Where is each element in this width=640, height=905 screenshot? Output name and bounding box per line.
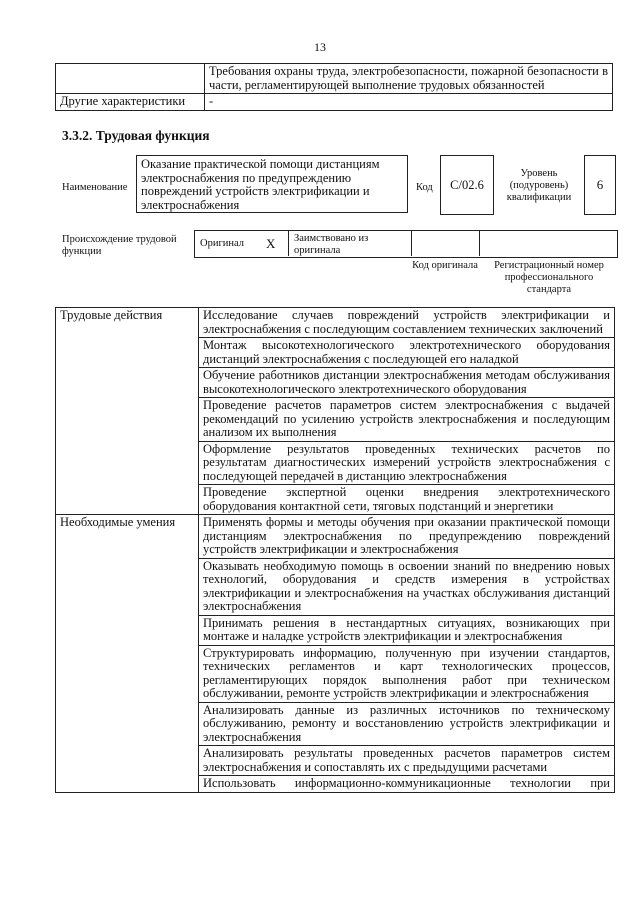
name-label: Наименование bbox=[62, 182, 128, 193]
section-title: 3.3.2. Трудовая функция bbox=[62, 128, 210, 143]
list-item: Проведение расчетов параметров систем электроснабжения с выдачей рекомендаций по усилению устройств электроснабжения и последующим анализом их выполнения bbox=[199, 398, 615, 442]
list-item: Оказывать необходимую помощь в освоении знаний по внедрению новых технологий, оборудования и средств измерения в устройствах электрификации и электроснабжения на участках обслуживания дистанций электроснабжения bbox=[199, 558, 615, 615]
table-row bbox=[56, 515, 615, 559]
list-item: Принимать решения в нестандартных ситуациях, возникающих при монтаже и наладке устройств электрификации и электроснабжения bbox=[199, 615, 615, 645]
table-row bbox=[56, 64, 613, 94]
borrowed-label: Заимствовано из оригинала bbox=[294, 233, 369, 256]
list-item: Использовать информационно-коммуникационные технологии при bbox=[199, 776, 615, 793]
list-item: Монтаж высокотехнологического электротехнического оборудования дистанций электроснабжения с последующей его наладкой bbox=[199, 338, 615, 368]
level-label: Уровень (подуровень) квалификации bbox=[506, 168, 572, 203]
top-table bbox=[55, 63, 613, 111]
list-item: Структурировать информацию, полученную при изучении стандартов, технических регламентов и карт технологических процессов, регламентирующих порядок выполнения работ при техническом обслуживании, ремонте устройств электрификации и электроснабжения bbox=[199, 645, 615, 702]
table-row bbox=[56, 308, 615, 338]
list-item: Анализировать результаты проведенных расчетов параметров систем электроснабжения и сопоставлять их с предыдущими расчетами bbox=[199, 746, 615, 776]
original-mark: X bbox=[266, 236, 276, 251]
function-name: Оказание практической помощи дистанциям электроснабжения по предупреждению повреждений устройств электрификации и электроснабжения bbox=[136, 155, 408, 213]
origin-box bbox=[194, 230, 618, 258]
main-table bbox=[55, 307, 615, 793]
code-label: Код bbox=[416, 182, 433, 193]
list-item: Применять формы и методы обучения при оказании практической помощи дистанциям электроснабжения по предупреждению повреждений устройств электрификации и электроснабжения bbox=[199, 515, 615, 559]
list-item: Обучение работников дистанции электроснабжения методам обслуживания высокотехнологического электротехнического оборудования bbox=[199, 368, 615, 398]
row-label bbox=[56, 64, 205, 94]
code-caption: Код оригинала bbox=[412, 260, 478, 271]
code-value: C/02.6 bbox=[440, 155, 494, 215]
section-label: Необходимые умения bbox=[56, 515, 199, 793]
level-value: 6 bbox=[584, 155, 616, 215]
list-item: Проведение экспертной оценки внедрения электротехнического оборудования контактной сети, тяговых подстанций и энергетики bbox=[199, 485, 615, 515]
table-row bbox=[56, 94, 613, 111]
list-item: Исследование случаев повреждений устройств электрификации и электроснабжения с последующим составлением технических заключений bbox=[199, 308, 615, 338]
row-label: Другие характеристики bbox=[56, 94, 205, 111]
origin-label: Происхождение трудовой функции bbox=[62, 234, 177, 257]
row-value: - bbox=[205, 94, 613, 111]
section-label: Трудовые действия bbox=[56, 308, 199, 515]
list-item: Оформление результатов проведенных технических расчетов по результатам диагностических измерений устройств электроснабжения с последующей передачей в дистанцию электроснабжения bbox=[199, 441, 615, 485]
list-item: Анализировать данные из различных источников по техническому обслуживанию, ремонту и восстановлению устройств электрификации и электроснабжения bbox=[199, 702, 615, 746]
row-value: Требования охраны труда, электробезопасности, пожарной безопасности в части, регламентирующей выполнение трудовых обязанностей bbox=[205, 64, 613, 94]
page-number: 13 bbox=[314, 40, 326, 54]
original-label: Оригинал bbox=[200, 238, 244, 249]
reg-caption: Регистрационный номер профессионального стандарта bbox=[494, 260, 604, 295]
